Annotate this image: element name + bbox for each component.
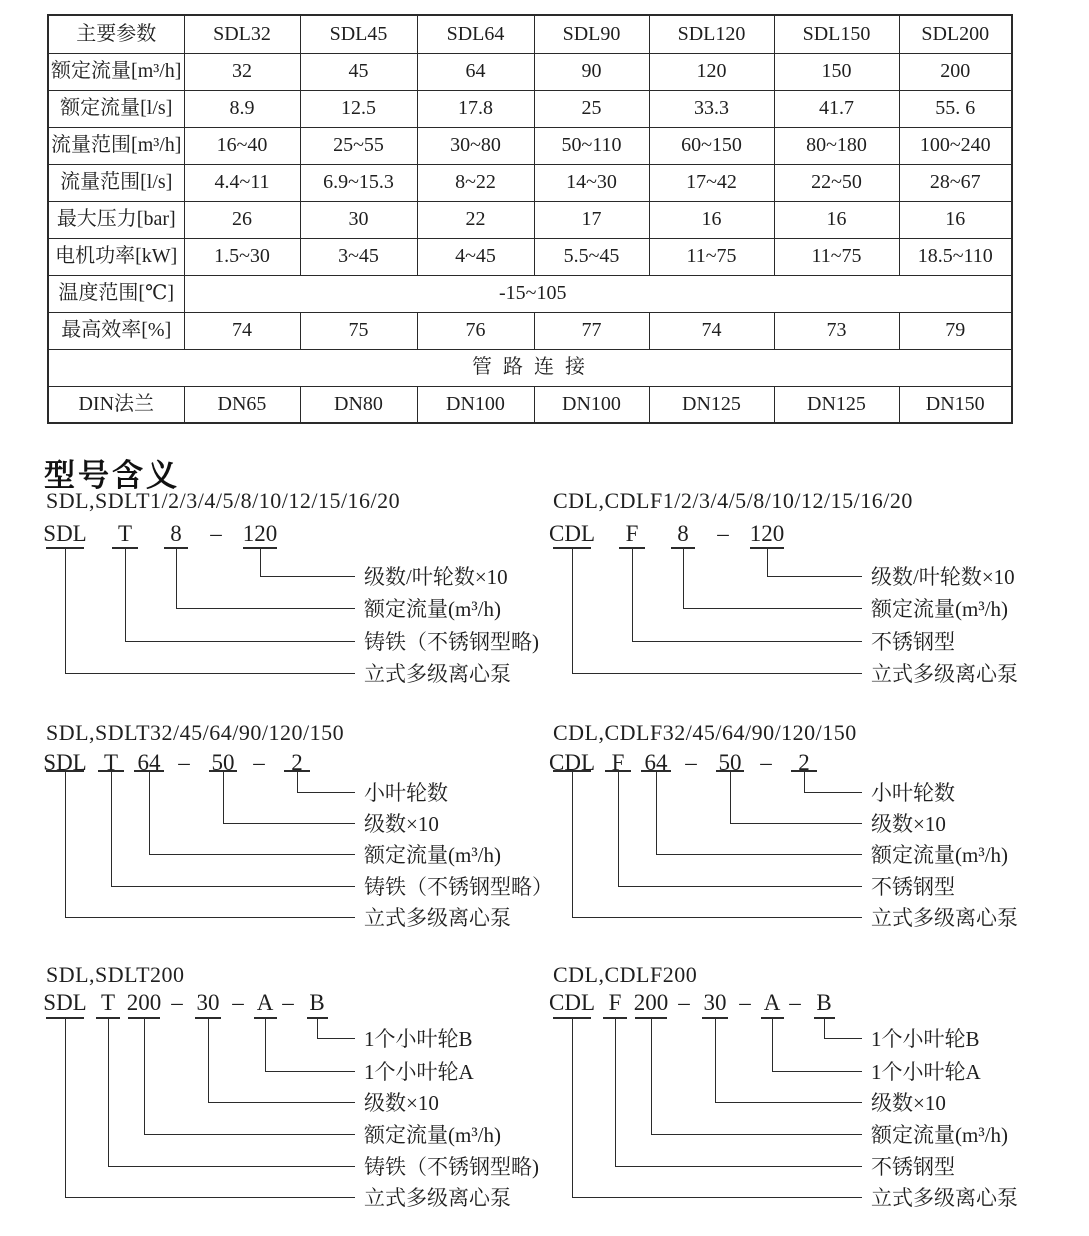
- diagram-label: 额定流量(m³/h): [871, 597, 1008, 621]
- model-header-cell: SDL32: [184, 15, 300, 53]
- value-cell: 200: [899, 53, 1012, 90]
- value-cell: 30~80: [417, 127, 534, 164]
- model-token-dash: –: [739, 990, 751, 1015]
- model-token-dash: –: [678, 990, 690, 1015]
- value-cell: 1.5~30: [184, 238, 300, 275]
- value-cell: 16: [649, 201, 774, 238]
- value-cell: 18.5~110: [899, 238, 1012, 275]
- row-label-cell: 电机功率[kW]: [48, 238, 184, 275]
- value-cell: 16~40: [184, 127, 300, 164]
- model-token: 120: [749, 521, 785, 546]
- connector-line: [65, 1017, 355, 1198]
- row-label-cell: 最高效率[%]: [48, 312, 184, 349]
- value-cell: 50~110: [534, 127, 649, 164]
- model-header-cell: SDL90: [534, 15, 649, 53]
- value-cell: 80~180: [774, 127, 899, 164]
- value-cell: 79: [899, 312, 1012, 349]
- value-cell: 12.5: [300, 90, 417, 127]
- model-token: 8: [677, 521, 689, 546]
- model-token: 50: [718, 750, 742, 775]
- section-title: 型号含义: [44, 458, 180, 493]
- diagram-label: 立式多级离心泵: [364, 662, 511, 686]
- model-token: B: [816, 990, 832, 1015]
- model-token: CDL: [549, 521, 595, 546]
- model-header-cell: SDL64: [417, 15, 534, 53]
- value-cell: 4.4~11: [184, 164, 300, 201]
- value-cell: 64: [417, 53, 534, 90]
- span-value-cell: -15~105: [184, 275, 1012, 312]
- diagram-label: 级数×10: [364, 812, 439, 836]
- row-label-cell: 最大压力[bar]: [48, 201, 184, 238]
- model-token-dash: –: [685, 750, 697, 775]
- row-label-cell: 流量范围[m³/h]: [48, 127, 184, 164]
- diagram-subtitle: CDL,CDLF200: [553, 962, 698, 987]
- diagram-label: 1个小叶轮A: [364, 1060, 474, 1084]
- value-cell: 22: [417, 201, 534, 238]
- model-token: CDL: [549, 750, 595, 775]
- value-cell: DN150: [899, 386, 1012, 423]
- diagram-subtitle: CDL,CDLF1/2/3/4/5/8/10/12/15/16/20: [553, 488, 913, 513]
- model-token: CDL: [549, 990, 595, 1015]
- connector-line: [65, 770, 355, 918]
- value-cell: 17.8: [417, 90, 534, 127]
- value-cell: 4~45: [417, 238, 534, 275]
- diagram-label: 级数×10: [871, 812, 946, 836]
- diagram-label: 级数/叶轮数×10: [364, 565, 508, 589]
- value-cell: 73: [774, 312, 899, 349]
- diagram-label: 铸铁（不锈钢型略): [364, 630, 539, 654]
- model-token: 30: [196, 990, 220, 1015]
- param-header-cell: 主要参数: [48, 15, 184, 53]
- row-label-cell: DIN法兰: [48, 386, 184, 423]
- diagram-label: 立式多级离心泵: [871, 1186, 1018, 1210]
- model-token: T: [117, 521, 133, 546]
- value-cell: 26: [184, 201, 300, 238]
- connector-line: [572, 547, 862, 674]
- diagram-label: 不锈钢型: [871, 875, 955, 899]
- model-header-cell: SDL120: [649, 15, 774, 53]
- model-token: 8: [170, 521, 182, 546]
- value-cell: 6.9~15.3: [300, 164, 417, 201]
- value-cell: 77: [534, 312, 649, 349]
- value-cell: 11~75: [774, 238, 899, 275]
- value-cell: 90: [534, 53, 649, 90]
- value-cell: DN125: [774, 386, 899, 423]
- value-cell: 33.3: [649, 90, 774, 127]
- diagram-label: 额定流量(m³/h): [871, 1123, 1008, 1147]
- model-diagram: [537, 488, 1042, 693]
- model-token-dash: –: [253, 750, 265, 775]
- diagram-label: 小叶轮数: [871, 781, 955, 805]
- table-row: [48, 275, 1012, 312]
- model-token: F: [611, 750, 625, 775]
- value-cell: DN65: [184, 386, 300, 423]
- table-row: [48, 349, 1012, 386]
- model-token-dash: –: [789, 990, 801, 1015]
- model-token-dash: –: [717, 521, 729, 546]
- diagram-label: 1个小叶轮A: [871, 1060, 981, 1084]
- value-cell: 8.9: [184, 90, 300, 127]
- connector-line: [572, 770, 862, 918]
- value-cell: 55. 6: [899, 90, 1012, 127]
- value-cell: 41.7: [774, 90, 899, 127]
- diagram-label: 额定流量(m³/h): [871, 843, 1008, 867]
- model-token: 64: [644, 750, 668, 775]
- value-cell: 60~150: [649, 127, 774, 164]
- model-diagram: [30, 962, 539, 1218]
- model-diagram: [30, 720, 553, 938]
- model-token: 200: [126, 990, 162, 1015]
- row-label-cell: 温度范围[℃]: [48, 275, 184, 312]
- model-diagram: [30, 488, 539, 693]
- model-diagram: [537, 720, 1042, 938]
- model-token: 30: [703, 990, 727, 1015]
- table-row: [48, 238, 1012, 275]
- diagram-label: 级数/叶轮数×10: [871, 565, 1015, 589]
- model-token: F: [608, 990, 622, 1015]
- row-label-cell: 额定流量[m³/h]: [48, 53, 184, 90]
- model-token: T: [100, 990, 116, 1015]
- diagram-label: 1个小叶轮B: [364, 1027, 473, 1051]
- model-token: 120: [242, 521, 278, 546]
- value-cell: 3~45: [300, 238, 417, 275]
- value-cell: 25: [534, 90, 649, 127]
- diagram-label: 铸铁（不锈钢型略）: [364, 875, 553, 899]
- diagram-label: 小叶轮数: [364, 781, 448, 805]
- value-cell: 74: [649, 312, 774, 349]
- model-token: 64: [137, 750, 161, 775]
- diagram-subtitle: SDL,SDLT1/2/3/4/5/8/10/12/15/16/20: [46, 488, 401, 513]
- diagram-label: 额定流量(m³/h): [364, 843, 501, 867]
- model-token: A: [763, 990, 781, 1015]
- value-cell: 32: [184, 53, 300, 90]
- value-cell: 14~30: [534, 164, 649, 201]
- model-token-dash: –: [760, 750, 772, 775]
- diagram-label: 不锈钢型: [871, 630, 955, 654]
- value-cell: 17: [534, 201, 649, 238]
- value-cell: 100~240: [899, 127, 1012, 164]
- value-cell: 76: [417, 312, 534, 349]
- row-label-cell: 额定流量[l/s]: [48, 90, 184, 127]
- value-cell: 22~50: [774, 164, 899, 201]
- model-token-dash: –: [171, 990, 183, 1015]
- diagram-label: 铸铁（不锈钢型略): [364, 1155, 539, 1179]
- row-label-cell: 流量范围[l/s]: [48, 164, 184, 201]
- model-token: SDL: [43, 990, 87, 1015]
- value-cell: DN100: [534, 386, 649, 423]
- table-row: [48, 312, 1012, 349]
- value-cell: 16: [774, 201, 899, 238]
- model-header-cell: SDL45: [300, 15, 417, 53]
- model-header-cell: SDL150: [774, 15, 899, 53]
- value-cell: 120: [649, 53, 774, 90]
- model-token: SDL: [43, 750, 87, 775]
- value-cell: 45: [300, 53, 417, 90]
- value-cell: 25~55: [300, 127, 417, 164]
- model-header-cell: SDL200: [899, 15, 1012, 53]
- diagram-label: 级数×10: [871, 1091, 946, 1115]
- value-cell: 5.5~45: [534, 238, 649, 275]
- model-token: 2: [798, 750, 810, 775]
- spec-table: [47, 14, 1013, 424]
- table-row: [48, 90, 1012, 127]
- full-span-cell: 管 路 连 接: [48, 349, 1012, 386]
- connector-line: [572, 1017, 862, 1198]
- value-cell: 28~67: [899, 164, 1012, 201]
- model-token-dash: –: [178, 750, 190, 775]
- table-row: [48, 127, 1012, 164]
- model-token-dash: –: [210, 521, 222, 546]
- value-cell: 17~42: [649, 164, 774, 201]
- model-token: SDL: [43, 521, 87, 546]
- model-token: 50: [211, 750, 235, 775]
- diagram-label: 级数×10: [364, 1091, 439, 1115]
- value-cell: 11~75: [649, 238, 774, 275]
- table-header-row: [48, 15, 1012, 53]
- table-row: [48, 164, 1012, 201]
- value-cell: DN80: [300, 386, 417, 423]
- model-token: F: [625, 521, 639, 546]
- value-cell: 30: [300, 201, 417, 238]
- model-token: B: [309, 990, 325, 1015]
- value-cell: 74: [184, 312, 300, 349]
- diagram-label: 立式多级离心泵: [871, 662, 1018, 686]
- diagram-subtitle: CDL,CDLF32/45/64/90/120/150: [553, 720, 857, 745]
- model-token: T: [103, 750, 119, 775]
- table-row: [48, 201, 1012, 238]
- value-cell: DN100: [417, 386, 534, 423]
- table-row: [48, 386, 1012, 423]
- diagram-label: 额定流量(m³/h): [364, 1123, 501, 1147]
- diagram-label: 1个小叶轮B: [871, 1027, 980, 1051]
- model-token: 2: [291, 750, 303, 775]
- value-cell: DN125: [649, 386, 774, 423]
- model-token-dash: –: [282, 990, 294, 1015]
- model-token: A: [256, 990, 274, 1015]
- diagram-label: 不锈钢型: [871, 1155, 955, 1179]
- diagram-label: 立式多级离心泵: [871, 906, 1018, 930]
- diagram-subtitle: SDL,SDLT32/45/64/90/120/150: [46, 720, 345, 745]
- diagram-label: 额定流量(m³/h): [364, 597, 501, 621]
- diagram-subtitle: SDL,SDLT200: [46, 962, 185, 987]
- value-cell: 150: [774, 53, 899, 90]
- value-cell: 8~22: [417, 164, 534, 201]
- value-cell: 16: [899, 201, 1012, 238]
- model-token-dash: –: [232, 990, 244, 1015]
- model-diagram: [537, 962, 1042, 1218]
- model-token: 200: [633, 990, 669, 1015]
- value-cell: 75: [300, 312, 417, 349]
- diagram-label: 立式多级离心泵: [364, 1186, 511, 1210]
- table-row: [48, 53, 1012, 90]
- connector-line: [65, 547, 355, 674]
- diagram-label: 立式多级离心泵: [364, 906, 511, 930]
